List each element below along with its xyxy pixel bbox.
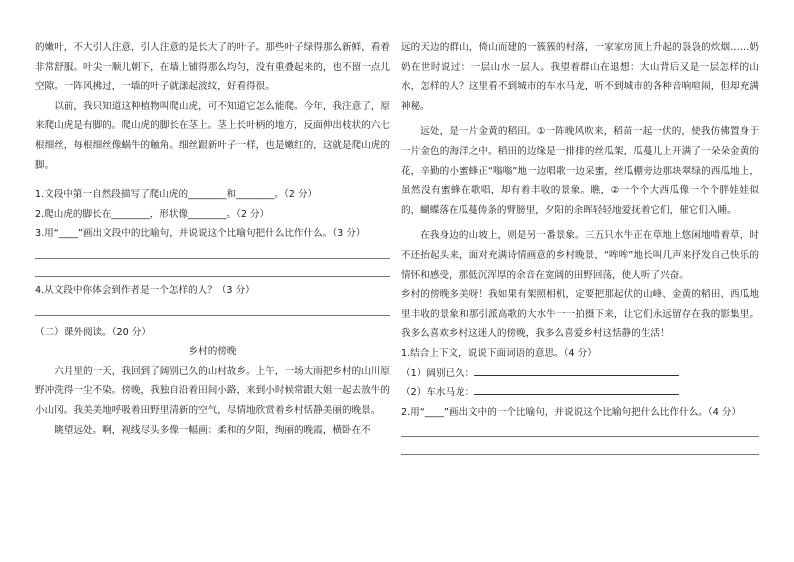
- story-paragraph: 远的天边的群山，倚山而建的一簇簇的村落，一家家房顶上升起的袅袅的炊烟……奶奶在世时说过：一层山水一层人。我望着群山在退想：大山背后又是一层怎样的山水，怎样的人？这里看不到城市的车水马龙，听不到城市的各种音响喧闹，但却充满神秘。: [401, 42, 759, 112]
- answer-line[interactable]: [401, 454, 759, 455]
- question-1: 1.结合上下文，说说下面词语的意思。（4 分）: [401, 347, 597, 359]
- story-paragraph: 眺望远处。啊，视线尽头多像一幅画：柔和的夕阳，绚丽的晚霞，横卧在不: [54, 424, 371, 436]
- right-column: [401, 38, 759, 455]
- question-2: 2.用“____”画出文中的一个比喻句，并说说这个比喻句把什么比作什么。（4 分）: [401, 406, 742, 418]
- story-paragraph: 六月里的一天，我回到了阔别已久的山村故乡。上午，一场大雨把乡村的山川原野冲洗得一尘不染。傍晚，我独自沿着田间小路，来到小时候常跟大姐一起去放牛的小山冈。我美美地呼吸着田野里清新的空气，尽情地欣赏着乡村恬静美丽的晚景。: [35, 365, 390, 416]
- story-paragraph: 乡村的傍晚多美呀！我如果有架照相机，定要把那起伏的山峰、金黄的稻田、西瓜地里丰收的景象和那引派高歌的大水牛一一拍摄下来，让它们永远留存在我的影集里。我多么喜欢乡村这迷人的傍晚，我多么喜爱乡村这恬静的生活！: [401, 289, 759, 340]
- question-4: 4.从文段中你体会到作者是一个怎样的人？（3 分）: [35, 284, 255, 296]
- answer-blank[interactable]: [474, 383, 679, 395]
- story-paragraph: 在我身边的山坡上，则是另一番景象。三五只水牛正在草地上悠闲地啃着草，时不还抬起头来，面对充满诗情画意的乡村晚景，“哞哞”地长叫几声来抒发自己快乐的情怀和感受，那低沉浑厚的余音在宽阔的田野回荡，使人听了兴奋。: [401, 230, 759, 281]
- passage-paragraph: 以前，我只知道这种植物叫爬山虎，可不知道它怎么能爬。今年，我注意了，原来爬山虎是有脚的。爬山虎的脚长在茎上。茎上长叶柄的地方，反面伸出枝状的六七根细丝，每根细丝像蜗牛的触角。细丝跟新叶子一样，也是嫩红的，这就是爬山虎的脚。: [35, 100, 390, 171]
- question-1b: [401, 383, 759, 403]
- question-2: 2.爬山虎的脚长在________，形状像________。（2 分）: [35, 208, 270, 220]
- section-heading: （二）课外阅读。（20 分）: [35, 326, 151, 338]
- question-1a-label: （1）阔别已久：: [401, 367, 475, 379]
- answer-blank[interactable]: [474, 364, 679, 376]
- passage-paragraph: 的嫩叶，不大引人注意，引人注意的是长大了的叶子。那些叶子绿得那么新鲜，看着非常舒服。叶尖一顺儿朝下，在墙上铺得那么均匀，没有重叠起来的，也不留一点儿空隙。一阵风拂过，一墙的叶子就漾起波纹，好看得很。: [35, 42, 390, 93]
- question-1: 1.文段中第一自然段描写了爬山虎的________和________。（2 分）: [35, 189, 318, 201]
- story-paragraph: 远处，是一片金黄的稻田。①一阵晚风吹来，稻苗一起一伏的，使我仿佛置身于一片金色的海洋之中。稻田的边缘是一排排的丝瓜架，瓜蔓儿上开满了一朵朵金黄的花，辛勤的小蜜蜂正“嗡嗡”地一边唱歌一边采蜜，丝瓜棚旁边那块翠绿的西瓜地上，虽然没有蜜蜂在歌唱，却有着丰收的景象。瞧，②一个个大西瓜像一个个胖娃娃似的，蝴蝶落在瓜蔓俦条的臂膀里，夕阳的余晖轻轻地爱抚着它们，催它们入睡。: [401, 126, 759, 216]
- question-1b-label: （2）车水马龙：: [401, 387, 475, 399]
- question-1a: [401, 364, 759, 384]
- question-3: 3.用“____”画出文段中的比喻句，并说说这个比喻句把什么比作什么。（3 分）: [35, 228, 366, 240]
- left-column: [35, 38, 390, 440]
- story-title: 乡村的傍晚: [188, 346, 237, 358]
